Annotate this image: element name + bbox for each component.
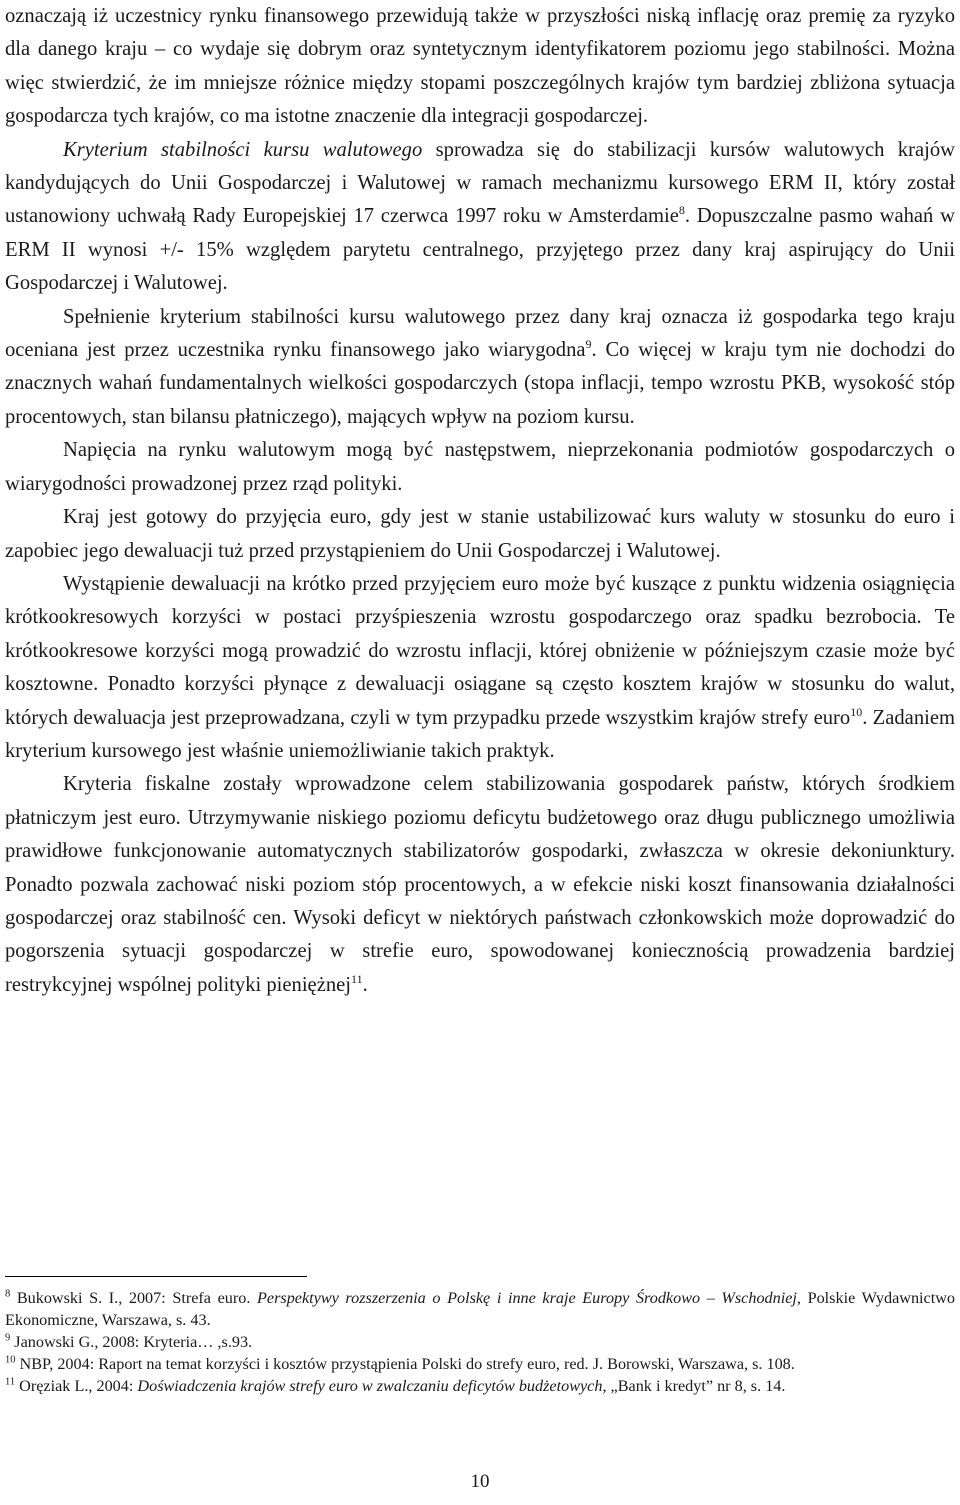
text-run: Oręziak L., 2004: (15, 1377, 138, 1395)
text-run: sprowadza się do stabilizacji kursów walutowych krajów kandydujących do Unii Gospodarczej i Walutowej w ramach mechanizmu kursowego ERM II, który został ustanowiony uchwałą Rady Europejskiej 17 czerwca 1997 roku w Amsterdamie (5, 138, 955, 228)
text-run: . Zadaniem kryterium kursowego jest właśnie uniemożliwianie takich praktyk. (5, 706, 955, 762)
text-run: Janowski G., 2008: Kryteria… ,s.93. (10, 1333, 253, 1351)
footnote (5, 1287, 955, 1331)
text-run: . Co więcej w kraju tym nie dochodzi do znacznych wahań fundamentalnych wielkości gospodarczych (stopa inflacji, tempo wzrostu PKB, wysokość stóp procentowych, stan bilansu płatniczego), mających wpływ na poziom kursu. (5, 339, 955, 428)
footnote (5, 1353, 955, 1375)
paragraph (5, 301, 955, 435)
footnote-marker: 10 (850, 704, 863, 719)
text-run: Spełnienie kryterium stabilności kursu walutowego przez dany kraj oznacza iż gospodarka tego kraju oceniana jest przez uczestnika rynku finansowego jako wiarygodna (5, 305, 955, 362)
body-text (5, 0, 955, 1002)
footnote-marker: 9 (585, 337, 592, 352)
footnote-marker: 8 (678, 203, 685, 218)
text-run: , „Bank i kredyt” nr 8, s. 14. (602, 1377, 786, 1395)
footnotes (5, 1287, 955, 1397)
italic-text: Kryterium stabilności kursu walutowego (63, 138, 423, 161)
footnote-separator (5, 1276, 307, 1277)
paragraph (5, 501, 955, 568)
footnote-marker: 9 (5, 1332, 11, 1344)
text-run: . (362, 973, 368, 996)
paragraph (5, 568, 955, 768)
paragraph (5, 134, 955, 301)
text-run: oznaczają iż uczestnicy rynku finansowego przewidują także w przyszłości niską inflację oraz premię za ryzyko dla danego kraju – co wydaje się dobrym oraz syntetycznym identyfikatorem poziomu jego stabilności. Można więc stwierdzić, że im mniejsze różnice między stopami poszczególnych krajów tym bardziej zbliżona sytuacja gospodarcza tych krajów, co ma istotne znaczenie dla integracji gospodarczej. (5, 5, 955, 128)
text-run: Bukowski S. I., 2007: Strefa euro. (10, 1289, 258, 1307)
footnote (5, 1375, 955, 1397)
text-run: Napięcia na rynku walutowym mogą być następstwem, nieprzekonania podmiotów gospodarczych o wiarygodności prowadzonej przez rząd polityki. (5, 439, 955, 495)
paragraph (5, 0, 955, 134)
text-run: . Dopuszczalne pasmo wahań w ERM II wynosi +/- 15% względem parytetu centralnego, przyjętego przez dany kraj aspirujący do Unii Gospodarczej i Walutowej. (5, 205, 955, 295)
text-run: NBP, 2004: Raport na temat korzyści i kosztów przystąpienia Polski do strefy euro, red. J. Borowski, Warszawa, s. 108. (15, 1355, 795, 1373)
text-run: Wystąpienie dewaluacji na krótko przed przyjęciem euro może być kuszące z punktu widzenia osiągnięcia krótkookresowych korzyści w postaci przyśpieszenia wzrostu gospodarczego oraz spadku bezrobocia. Te krótkookresowe korzyści mogą prowadzić do wzrostu inflacji, której obniżenie w późniejszym czasie może być kosztowne. Ponadto korzyści płynące z dewaluacji osiągane są często kosztem krajów w stosunku do walut, których dewaluacja jest przeprowadzana, czyli w tym przypadku przede wszystkim krajów strefy euro (5, 572, 955, 729)
paragraph (5, 434, 955, 501)
footnote-marker: 10 (5, 1354, 16, 1366)
paragraph (5, 768, 955, 1002)
footnote-marker: 11 (351, 971, 363, 986)
footnote-marker: 11 (5, 1376, 16, 1388)
footnote (5, 1331, 955, 1353)
text-run: Kryteria fiskalne zostały wprowadzone celem stabilizowania gospodarek państw, których środkiem płatniczym jest euro. Utrzymywanie niskiego poziomu deficytu budżetowego oraz długu publicznego umożliwia prawidłowe funkcjonowanie automatycznych stabilizatorów gospodarki, zwłaszcza w okresie dekoniunktury. Ponadto pozwala zachować niski poziom stóp procentowych, a w efekcie niski koszt finansowania działalności gospodarczej oraz stabilność cen. Wysoki deficyt w niektórych państwach członkowskich może doprowadzić do pogorszenia sytuacji gospodarczej w strefie euro, spowodowanej koniecznością prowadzenia bardziej restrykcyjnej wspólnej polityki pieniężnej (5, 773, 955, 996)
italic-text: Perspektywy rozszerzenia o Polskę i inne kraje Europy Środkowo – Wschodniej, (257, 1289, 801, 1307)
text-run: Kraj jest gotowy do przyjęcia euro, gdy jest w stanie ustabilizować kurs waluty w stosunku do euro i zapobiec jego dewaluacji tuż przed przystąpieniem do Unii Gospodarczej i Walutowej. (5, 506, 955, 562)
page-number: 10 (470, 1471, 490, 1492)
italic-text: Doświadczenia krajów strefy euro w zwalczaniu deficytów budżetowych (137, 1377, 603, 1395)
text-run: Polskie Wydawnictwo Ekonomiczne, Warszawa, s. 43. (5, 1289, 955, 1329)
footnote-marker: 8 (5, 1288, 11, 1300)
